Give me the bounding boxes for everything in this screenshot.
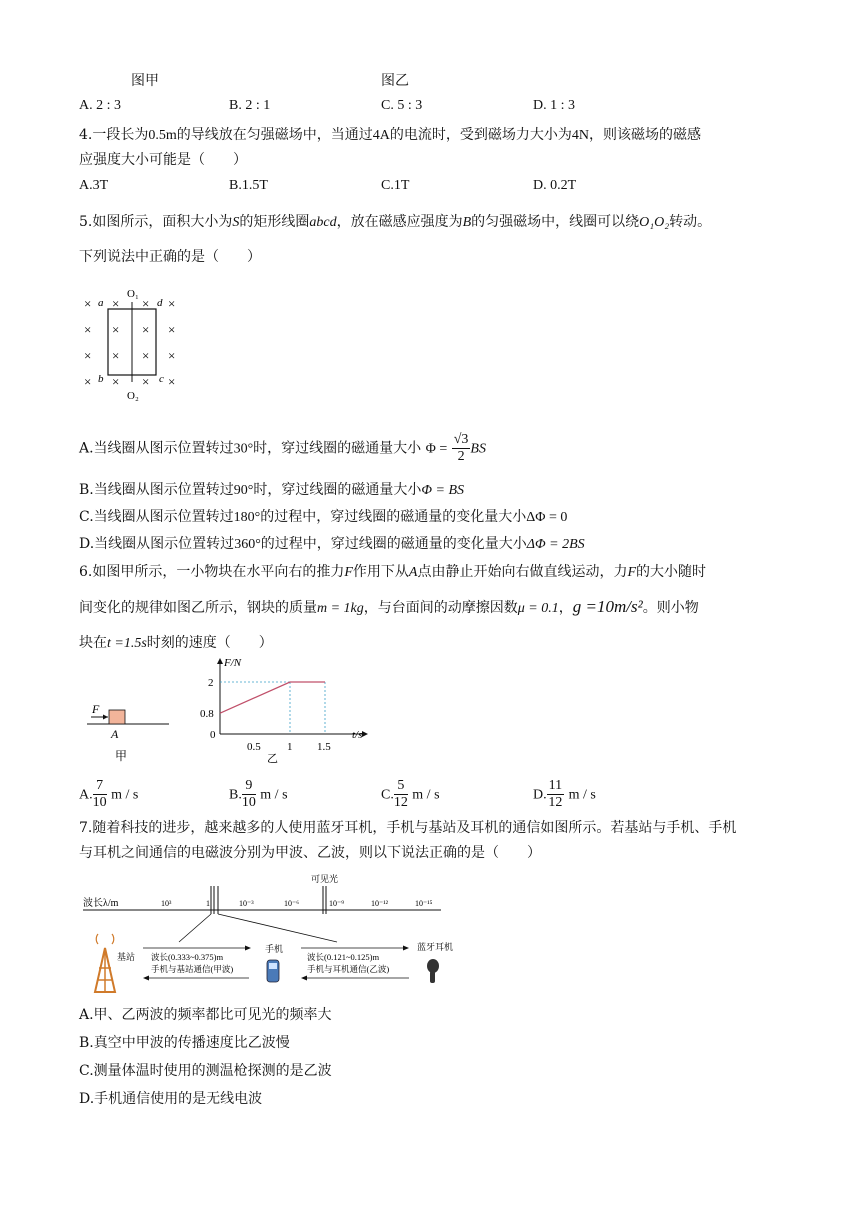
fig-caption-jia: 图甲 bbox=[131, 73, 159, 89]
q6-stem-line2: 间变化的规律如图乙所示，钢块的质量m = 1kg，与台面间的动摩擦因数μ = 0.1，g =10m/s²。则小物 bbox=[79, 597, 699, 616]
q6-force-time-chart bbox=[192, 654, 382, 766]
tick-1e3: 10³ bbox=[161, 899, 172, 908]
q6-option-b[interactable]: B. $\frac{9}{10}$ m / s bbox=[229, 778, 288, 810]
label-d: d bbox=[157, 297, 163, 309]
y-tick-0.8: 0.8 bbox=[200, 708, 214, 721]
field-x-mark: × bbox=[142, 348, 150, 363]
q7-option-b[interactable]: B.真空中甲波的传播速度比乙波慢 bbox=[79, 1035, 290, 1051]
q7-spectrum-figure bbox=[79, 868, 459, 998]
q6-block-figure bbox=[79, 698, 189, 768]
wave2-range: 波长(0.121~0.125)m bbox=[307, 952, 380, 962]
q5-option-a[interactable]: A.当线圈从图示位置转过30°时，穿过线圈的磁通量大小 Φ = $\frac{√3}{2}$ BS bbox=[79, 432, 486, 464]
block bbox=[109, 710, 125, 724]
x-tick-0.5: 0.5 bbox=[247, 741, 261, 753]
tick-1e-15: 10⁻¹⁵ bbox=[415, 899, 433, 908]
tick-1e-12: 10⁻¹² bbox=[371, 899, 389, 908]
q3-option-a[interactable]: A. 2 : 3 bbox=[79, 98, 121, 113]
label-b: b bbox=[98, 373, 104, 385]
q3-option-b[interactable]: B. 2 : 1 bbox=[229, 98, 271, 113]
station-label: 基站 bbox=[117, 952, 136, 962]
axis-label: 波长λ/m bbox=[83, 898, 119, 909]
field-x-mark: × bbox=[168, 348, 176, 363]
q4-option-a[interactable]: A.3T bbox=[79, 178, 109, 193]
q5-option-b[interactable]: B.当线圈从图示位置转过90°时，穿过线圈的磁通量大小Φ = BS bbox=[79, 482, 465, 498]
field-x-mark: × bbox=[112, 374, 120, 389]
fig-caption-yi: 图乙 bbox=[381, 73, 409, 89]
x-tick-1.5: 1.5 bbox=[317, 741, 331, 753]
q7-stem-line2: 与耳机之间通信的电磁波分别为甲波、乙波，则以下说法正确的是（ ） bbox=[79, 845, 541, 861]
force-series-line bbox=[220, 682, 325, 713]
label-c: c bbox=[159, 373, 164, 385]
q5-coil-figure bbox=[79, 278, 189, 408]
q6-option-d[interactable]: D. $\frac{11}{12}$ m / s bbox=[533, 778, 596, 810]
earphone-icon bbox=[427, 959, 439, 983]
q5-option-c[interactable]: C.当线圈从图示位置转过180°的过程中，穿过线圈的磁通量的变化量大小ΔΦ = 0 bbox=[79, 509, 568, 525]
q7-option-c[interactable]: C.测量体温时使用的测温枪探测的是乙波 bbox=[79, 1063, 332, 1079]
q4-option-b[interactable]: B.1.5T bbox=[229, 178, 268, 193]
field-x-mark: × bbox=[112, 296, 120, 311]
q4-option-d[interactable]: D. 0.2T bbox=[533, 178, 577, 193]
force-arrow-head bbox=[103, 715, 108, 720]
y-axis-label: F/N bbox=[224, 657, 242, 669]
label-o1: O₁ bbox=[127, 288, 139, 300]
tick-1e-6: 10⁻⁶ bbox=[284, 899, 300, 908]
wave2-desc: 手机与耳机通信(乙波) bbox=[307, 964, 390, 974]
field-x-mark: × bbox=[142, 322, 150, 337]
wave1-desc: 手机与基站通信(甲波) bbox=[151, 964, 234, 974]
field-x-mark: × bbox=[112, 322, 120, 337]
label-a: a bbox=[98, 297, 104, 309]
earphone-label: 蓝牙耳机 bbox=[417, 942, 454, 952]
y-axis-arrow bbox=[217, 658, 223, 664]
tick-1e-3: 10⁻³ bbox=[239, 899, 254, 908]
base-station-icon bbox=[95, 934, 115, 992]
q7-option-a[interactable]: A.甲、乙两波的频率都比可见光的频率大 bbox=[79, 1007, 332, 1023]
tick-1e-9: 10⁻⁹ bbox=[329, 899, 345, 908]
phone-label: 手机 bbox=[265, 944, 284, 954]
field-x-mark: × bbox=[142, 296, 150, 311]
y-tick-2: 2 bbox=[208, 677, 214, 689]
q6-option-c[interactable]: C. $\frac{5}{12}$ m / s bbox=[381, 778, 440, 810]
phone-icon bbox=[267, 960, 279, 982]
x-axis-arrow bbox=[362, 731, 368, 737]
field-x-mark: × bbox=[168, 322, 176, 337]
field-x-mark: × bbox=[142, 374, 150, 389]
field-x-mark: × bbox=[84, 322, 92, 337]
q6-stem-line3: 块在t =1.5s时刻的速度（ ） bbox=[79, 635, 273, 651]
x-tick-1: 1 bbox=[287, 741, 293, 753]
q7-option-d[interactable]: D.手机通信使用的是无线电波 bbox=[79, 1091, 263, 1107]
label-o2: O₂ bbox=[127, 390, 139, 402]
q5-stem-line1: 5.如图所示，面积大小为S的矩形线圈abcd，放在磁感应强度为B的匀强磁场中，线圈可以绕O₁O₂转动。 bbox=[79, 214, 712, 230]
q7-stem-line1: 7.随着科技的进步，越来越多的人使用蓝牙耳机，手机与基站及耳机的通信如图所示。若基站与手机、手机 bbox=[79, 820, 737, 836]
field-x-mark: × bbox=[168, 374, 176, 389]
field-x-mark: × bbox=[112, 348, 120, 363]
point-a-label: A bbox=[111, 727, 119, 741]
field-x-mark: × bbox=[84, 374, 92, 389]
q6-stem-line1: 6.如图甲所示，一小物块在水平向右的推力F作用下从A点由静止开始向右做直线运动，力F的大小随时 bbox=[79, 564, 707, 580]
visible-light-label: 可见光 bbox=[311, 874, 339, 884]
x-axis-label: t/s bbox=[352, 729, 363, 741]
q6-option-a[interactable]: A. $\frac{7}{10}$ m / s bbox=[79, 778, 139, 810]
origin-label: 0 bbox=[210, 729, 216, 741]
tick-1: 1 bbox=[206, 899, 210, 908]
q4-option-c[interactable]: C.1T bbox=[381, 178, 410, 193]
figure-jia-label: 甲 bbox=[115, 749, 128, 763]
field-x-mark: × bbox=[84, 348, 92, 363]
figure-yi-label: 乙 bbox=[267, 753, 278, 765]
force-label: F bbox=[92, 702, 100, 716]
field-x-mark: × bbox=[84, 296, 92, 311]
q4-stem-line1: 4.一段长为0.5m的导线放在匀强磁场中，当通过4A的电流时，受到磁场力大小为4N，则该磁场的磁感 bbox=[79, 127, 701, 143]
wave1-range: 波长(0.333~0.375)m bbox=[151, 952, 224, 962]
q4-stem-line2: 应强度大小可能是（ ） bbox=[79, 152, 247, 168]
q3-option-c[interactable]: C. 5 : 3 bbox=[381, 98, 423, 113]
q5-stem-line2: 下列说法中正确的是（ ） bbox=[79, 249, 261, 265]
field-x-mark: × bbox=[168, 296, 176, 311]
q3-option-d[interactable]: D. 1 : 3 bbox=[533, 98, 575, 113]
q5-option-d[interactable]: D.当线圈从图示位置转过360°的过程中，穿过线圈的磁通量的变化量大小ΔΦ = 2BS bbox=[79, 536, 585, 552]
